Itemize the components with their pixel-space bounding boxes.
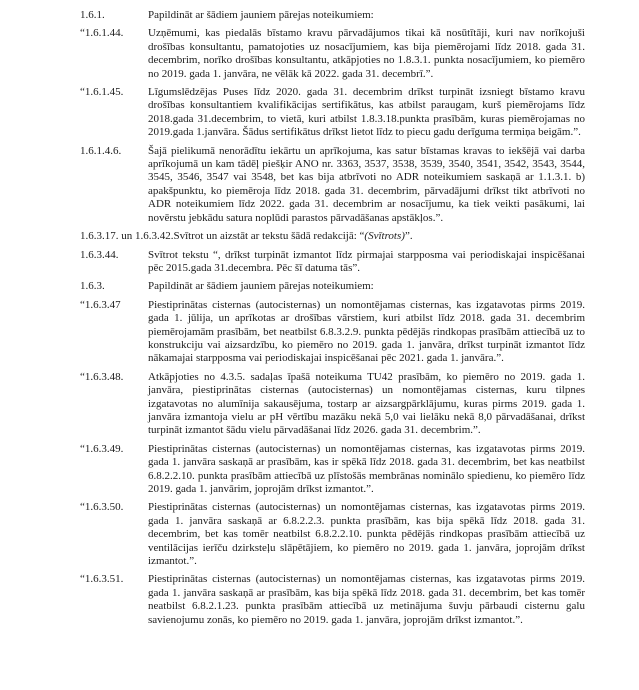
item-number: 1.6.1.	[80, 9, 105, 21]
item-text: Šajā pielikumā nenorādītu iekārtu un aprīkojuma, kas satur bīstamas kravas to iekšējā vai darba aprīkojumā un kam tādēļ piešķir ANO nr. 3363, 3537, 3538, 3539, 3540, 3541, 3542, 3543, 3544, 3545, 3546, 3547 vai 3548, bet kas bija atbrīvoti no ADR noteikumiem saskaņā ar 1.1.3.1. b) apakšpunktu, ko piemēroja līdz 2018. gada 31. decembrim, pārvadājumi drīkst tikt atbrīvoti no ADR noteikumiem līdz 2022. gada 31. decembrim ar nosacījumu, ka tiek veikti pasākumi, lai novērstu jebkādu satura noplūdi parastos pārvadāšanas apstākļos.”.	[148, 144, 585, 224]
item-text: ”.	[404, 230, 413, 243]
item-number: “1.6.1.44.	[80, 27, 124, 40]
item-text: Papildināt ar šādiem jauniem pārejas noteikumiem:	[148, 280, 374, 293]
item-number: “1.6.3.51.	[80, 573, 124, 586]
list-item-1-6-3-51	[80, 573, 585, 627]
item-text: Piestiprinātas cisternas (autocisternas) un nomontējamas cisternas, kas izgatavotas pirms 2019. gada 1. janvāra saskaņā ar prasībām, kas bija spēkā līdz 2018. gada 31. decembrim, bet kas tomēr neatbilst 6.8.2.1.23. punkta prasībām attiecībā uz metinājuma šuvju pārbaudi cisternu galu savienojumu zonās, ko piemēro no 2019. gada 1. janvāra, joprojām drīkst izmantot.”.	[148, 573, 585, 626]
item-number: “1.6.3.50.	[80, 501, 124, 514]
item-number: 1.6.3.	[80, 280, 105, 293]
item-number: “1.6.3.48.	[80, 370, 124, 383]
list-item-1-6-3-47	[80, 299, 585, 366]
list-item-1-6-1-45	[80, 86, 585, 140]
item-text: Svītrot un aizstāt ar tekstu šādā redakcijā: “	[173, 230, 365, 243]
list-item-1-6-3-49	[80, 443, 585, 497]
list-item-1-6-1-4-6	[80, 145, 585, 225]
item-text: Līgumslēdzējas Puses līdz 2020. gada 31. decembrim drīkst turpināt izsniegt bīstamo kravu drošības konsultantiem kvalifikācijas sertifikātus, kas atbilst paraugam, kurš piemērojams līdz 2018.gada 31.decembrim, to vietā, kuri atbilst 1.8.3.18.punkta prasībām, kuras piemērojamas no 2019.gada 1.janvāra. Šādus sertifikātus drīkst lietot līdz to piecu gadu derīguma termiņa beigām.”.	[148, 86, 585, 139]
item-number: “1.6.1.45.	[80, 86, 124, 99]
list-item-1-6-3-17-and-1-6-3-42	[80, 230, 585, 243]
item-number: 1.6.1.4.6.	[80, 144, 122, 157]
item-text: Uzņēmumi, kas piedalās bīstamo kravu pārvadājumos tikai kā nosūtītāji, kuri nav norīkojuši drošības konsultantu, pamatojoties uz nosacījumiem, kas bija piemērojami līdz 2018. gada 31. decembrim, norīko drošības konsultantu, atkāpjoties no 1.8.3.1. punkta nosacījumiem, ko piemēro no 2019. gada 1. janvāra, ne vēlāk kā 2022. gada 31. decembrī.”.	[148, 27, 585, 80]
item-text: Piestiprinātas cisternas (autocisternas) un nomontējamas cisternas, kas izgatavotas pirms 2019. gada 1. jūlija, un aprīkotas ar drošības vārstiem, kuri atbilst līdz 2018. gada 31. decembrim piemērojamām prasībām, bet neatbilst 6.8.3.2.9. punkta pēdējās rindkopas prasībām attiecībā uz to konstrukciju vai aizsardzību, ko piemēro no 2019. gada 1. janvāra, drīkst turpināt izmantot līdz nākamajai starpposma vai periodiskajai inspicēšanai pēc 2021. gada 1. janvāra.”.	[148, 298, 585, 365]
item-number: “1.6.3.47	[80, 298, 121, 311]
list-item-1-6-1	[80, 9, 585, 22]
item-text: Piestiprinātas cisternas (autocisternas) un nomontējamas cisternas, kas izgatavotas pirms 2019. gada 1. janvāra saskaņā ar prasībām, kas ir spēkā līdz 2018. gada 31. decembrim, bet kas neatbilst 6.8.2.2.10. punkta prasībām attiecībā uz plīstošās membrānas nominālo spiedienu, ko piemēro līdz 2019. gada 1. janvārim, joprojām drīkst izmantot.”.	[148, 442, 585, 495]
item-text: Svītrot tekstu “, drīkst turpināt izmantot līdz pirmajai starpposma vai periodiskajai inspicēšanai pēc 2015.gada 31.decembra. Pēc šī datuma tās”.	[148, 248, 585, 274]
list-item-1-6-1-44	[80, 27, 585, 81]
list-item-1-6-3-50	[80, 501, 585, 568]
list-item-1-6-3-44	[80, 249, 585, 276]
item-number: 1.6.3.17. un 1.6.3.42.	[80, 230, 174, 243]
item-number: “1.6.3.49.	[80, 442, 124, 455]
item-text: Piestiprinātas cisternas (autocisternas) un nomontējamas cisternas, kas izgatavotas pirms 2019. gada 1. janvāra saskaņā ar 6.8.2.2.3. punkta prasībām, kas bija spēkā līdz 2018. gada 31. decembrim, bet kas tomēr neatbilst 6.8.2.2.10. punkta pēdējās rindkopas prasībām attiecībā uz ventilācijas ierīču dzirksteļu slāpētājiem, ko piemēro no 2019. gada 1. janvāra, joprojām drīkst izmantot.”.	[148, 501, 585, 568]
item-text: Atkāpjoties no 4.3.5. sadaļas īpašā noteikuma TU42 prasībām, ko piemēro no 2019. gada 1. janvāra, piestiprinātas cisternas (autocisternas) un nomontējamas cisternas, kuru tilpnes izgatavotas no alumīnija sakausējuma, tostarp ar aizsargpārklājumu, kuras pirms 2019. gada 1. janvāra izmantoja vielu ar pH vērtību mazāku nekā 5,0 vai lielāku nekā 8,0 pārvadāšanai, drīkst turpināt izmantot šādu vielu pārvadāšanai līdz 2026. gada 31. decembrim.”.	[148, 370, 585, 437]
item-text-italic: (Svītrots)	[364, 230, 405, 243]
list-item-1-6-3-48	[80, 371, 585, 438]
list-item-1-6-3	[80, 280, 585, 293]
item-number: 1.6.3.44.	[80, 248, 119, 261]
item-text: Papildināt ar šādiem jauniem pārejas noteikumiem:	[148, 9, 374, 21]
